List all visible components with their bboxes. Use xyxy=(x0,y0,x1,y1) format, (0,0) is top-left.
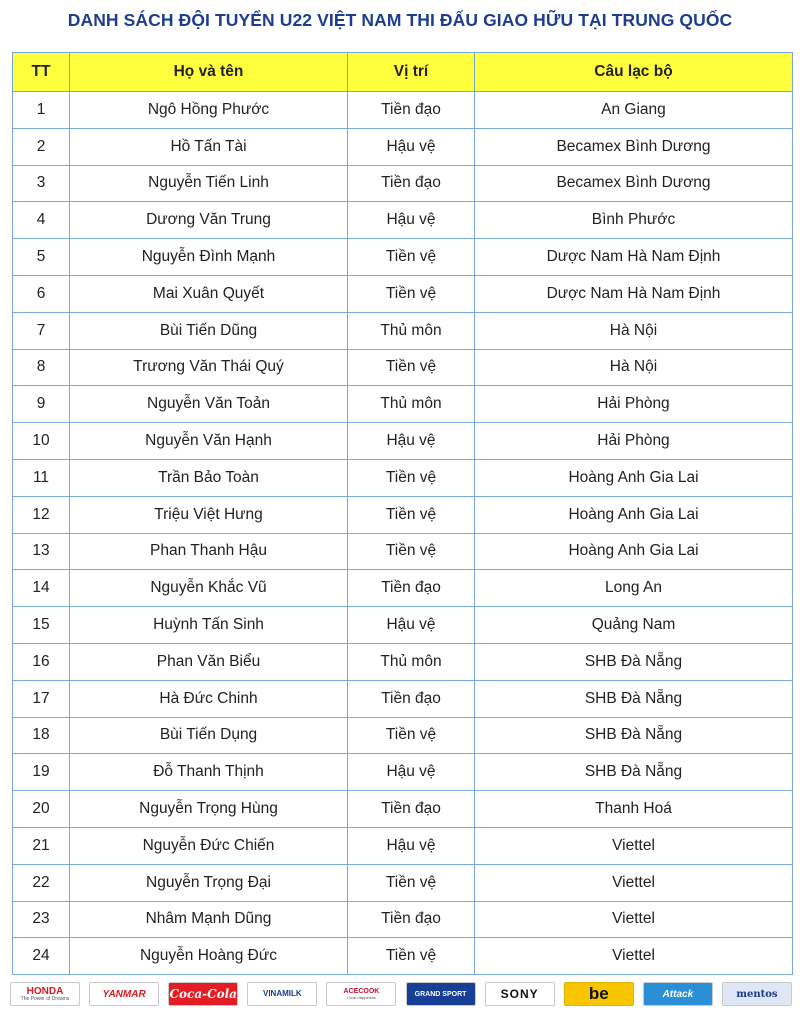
cell-name: Nguyễn Đình Mạnh xyxy=(70,239,348,276)
cell-tt: 19 xyxy=(13,754,70,791)
cell-name: Ngô Hồng Phước xyxy=(70,92,348,129)
cell-name: Trần Bảo Toàn xyxy=(70,459,348,496)
cell-name: Nguyễn Khắc Vũ xyxy=(70,570,348,607)
cell-tt: 9 xyxy=(13,386,70,423)
cell-tt: 20 xyxy=(13,791,70,828)
cell-tt: 23 xyxy=(13,901,70,938)
grand-sport-logo xyxy=(406,982,476,1006)
table-header-row xyxy=(13,53,793,92)
cell-club: Hà Nội xyxy=(475,349,793,386)
table-row xyxy=(13,570,793,607)
cell-position: Tiền đạo xyxy=(348,791,475,828)
honda-logo xyxy=(10,982,80,1006)
cell-position: Tiền vệ xyxy=(348,239,475,276)
table-row xyxy=(13,496,793,533)
table-row xyxy=(13,607,793,644)
cell-tt: 10 xyxy=(13,423,70,460)
sponsor-name: YANMAR xyxy=(102,988,146,1000)
cell-club: Viettel xyxy=(475,901,793,938)
cell-tt: 24 xyxy=(13,938,70,975)
cell-club: Viettel xyxy=(475,827,793,864)
cell-position: Hậu vệ xyxy=(348,827,475,864)
cell-name: Triệu Việt Hưng xyxy=(70,496,348,533)
table-row xyxy=(13,643,793,680)
table-row xyxy=(13,239,793,276)
roster-body xyxy=(13,92,793,975)
cell-name: Đỗ Thanh Thịnh xyxy=(70,754,348,791)
table-row xyxy=(13,459,793,496)
mentos-logo xyxy=(722,982,792,1006)
sony-logo xyxy=(485,982,555,1006)
table-row xyxy=(13,312,793,349)
cell-name: Nguyễn Văn Toản xyxy=(70,386,348,423)
cell-tt: 17 xyxy=(13,680,70,717)
table-row xyxy=(13,92,793,129)
cell-club: Dược Nam Hà Nam Định xyxy=(475,275,793,312)
cell-position: Hậu vệ xyxy=(348,607,475,644)
cell-name: Nguyễn Trọng Hùng xyxy=(70,791,348,828)
cell-tt: 2 xyxy=(13,128,70,165)
cell-name: Nguyễn Trọng Đại xyxy=(70,864,348,901)
header-tt: TT xyxy=(13,53,70,92)
sponsor-name: be xyxy=(588,984,609,1003)
table-row xyxy=(13,901,793,938)
sponsor-name: ACECOOK xyxy=(343,987,380,995)
cell-position: Hậu vệ xyxy=(348,423,475,460)
table-row xyxy=(13,423,793,460)
cell-tt: 5 xyxy=(13,239,70,276)
roster-table xyxy=(12,52,793,975)
table-row xyxy=(13,754,793,791)
cell-position: Hậu vệ xyxy=(348,754,475,791)
sponsor-name: Coca-Cola xyxy=(169,987,237,1001)
cell-name: Bùi Tiến Dũng xyxy=(70,312,348,349)
cell-name: Hồ Tấn Tài xyxy=(70,128,348,165)
cell-tt: 22 xyxy=(13,864,70,901)
cell-club: Viettel xyxy=(475,864,793,901)
sponsor-name: mentos xyxy=(736,988,778,1000)
coca-cola-logo xyxy=(168,982,238,1006)
table-row xyxy=(13,827,793,864)
cell-position: Tiền vệ xyxy=(348,864,475,901)
cell-name: Dương Văn Trung xyxy=(70,202,348,239)
cell-position: Hậu vệ xyxy=(348,202,475,239)
cell-tt: 15 xyxy=(13,607,70,644)
cell-position: Thủ môn xyxy=(348,386,475,423)
cell-position: Tiền đạo xyxy=(348,92,475,129)
cell-club: SHB Đà Nẵng xyxy=(475,680,793,717)
cell-tt: 3 xyxy=(13,165,70,202)
cell-position: Tiền vệ xyxy=(348,275,475,312)
cell-tt: 4 xyxy=(13,202,70,239)
sponsor-name: Attack xyxy=(662,988,694,1000)
cell-club: An Giang xyxy=(475,92,793,129)
cell-club: Long An xyxy=(475,570,793,607)
cell-name: Phan Thanh Hậu xyxy=(70,533,348,570)
cell-club: Hải Phòng xyxy=(475,423,793,460)
cell-name: Mai Xuân Quyết xyxy=(70,275,348,312)
table-row xyxy=(13,717,793,754)
yanmar-logo xyxy=(89,982,159,1006)
sponsor-name: VINAMILK xyxy=(262,988,302,998)
table-row xyxy=(13,680,793,717)
table-row xyxy=(13,165,793,202)
cell-tt: 6 xyxy=(13,275,70,312)
vinamilk-logo xyxy=(247,982,317,1006)
cell-name: Nguyễn Tiến Linh xyxy=(70,165,348,202)
cell-club: SHB Đà Nẵng xyxy=(475,717,793,754)
header-name: Họ và tên xyxy=(70,53,348,92)
sponsor-name: HONDA xyxy=(26,985,64,997)
cell-name: Nhâm Mạnh Dũng xyxy=(70,901,348,938)
cell-tt: 14 xyxy=(13,570,70,607)
sponsor-tagline: Cook happiness xyxy=(347,994,376,1000)
cell-name: Trương Văn Thái Quý xyxy=(70,349,348,386)
cell-position: Thủ môn xyxy=(348,643,475,680)
cell-tt: 7 xyxy=(13,312,70,349)
cell-name: Nguyễn Văn Hạnh xyxy=(70,423,348,460)
be-logo xyxy=(564,982,634,1006)
table-row xyxy=(13,791,793,828)
attack-logo xyxy=(643,982,713,1006)
cell-position: Tiền vệ xyxy=(348,717,475,754)
acecook-logo xyxy=(326,982,396,1006)
cell-position: Tiền đạo xyxy=(348,570,475,607)
cell-name: Nguyễn Đức Chiến xyxy=(70,827,348,864)
cell-club: Viettel xyxy=(475,938,793,975)
header-club: Câu lạc bộ xyxy=(475,53,793,92)
sponsor-bar xyxy=(10,981,792,1007)
page-title: DANH SÁCH ĐỘI TUYỂN U22 VIỆT NAM THI ĐẤU GIAO HỮU TẠI TRUNG QUỐC xyxy=(67,10,733,30)
table-row xyxy=(13,864,793,901)
table-row xyxy=(13,202,793,239)
sponsor-name: SONY xyxy=(500,987,539,1001)
cell-club: Thanh Hoá xyxy=(475,791,793,828)
cell-position: Tiền đạo xyxy=(348,165,475,202)
cell-name: Hà Đức Chinh xyxy=(70,680,348,717)
cell-tt: 18 xyxy=(13,717,70,754)
cell-name: Phan Văn Biểu xyxy=(70,643,348,680)
cell-club: Dược Nam Hà Nam Định xyxy=(475,239,793,276)
cell-position: Tiền vệ xyxy=(348,349,475,386)
cell-tt: 8 xyxy=(13,349,70,386)
cell-tt: 16 xyxy=(13,643,70,680)
cell-position: Thủ môn xyxy=(348,312,475,349)
table-row xyxy=(13,128,793,165)
table-row xyxy=(13,938,793,975)
cell-tt: 12 xyxy=(13,496,70,533)
cell-club: Hà Nội xyxy=(475,312,793,349)
sponsor-name: GRAND SPORT xyxy=(414,990,467,998)
table-row xyxy=(13,386,793,423)
cell-name: Bùi Tiến Dụng xyxy=(70,717,348,754)
cell-club: Becamex Bình Dương xyxy=(475,128,793,165)
cell-position: Tiền đạo xyxy=(348,680,475,717)
cell-position: Tiền vệ xyxy=(348,459,475,496)
cell-position: Hậu vệ xyxy=(348,128,475,165)
cell-tt: 21 xyxy=(13,827,70,864)
cell-position: Tiền đạo xyxy=(348,901,475,938)
cell-club: Bình Phước xyxy=(475,202,793,239)
cell-tt: 11 xyxy=(13,459,70,496)
cell-tt: 1 xyxy=(13,92,70,129)
table-row xyxy=(13,275,793,312)
header-position: Vị trí xyxy=(348,53,475,92)
cell-position: Tiền vệ xyxy=(348,938,475,975)
cell-club: Becamex Bình Dương xyxy=(475,165,793,202)
cell-tt: 13 xyxy=(13,533,70,570)
cell-club: Hoàng Anh Gia Lai xyxy=(475,533,793,570)
cell-club: Hải Phòng xyxy=(475,386,793,423)
cell-club: Hoàng Anh Gia Lai xyxy=(475,459,793,496)
table-row xyxy=(13,349,793,386)
cell-position: Tiền vệ xyxy=(348,496,475,533)
table-row xyxy=(13,533,793,570)
cell-club: Quảng Nam xyxy=(475,607,793,644)
cell-position: Tiền vệ xyxy=(348,533,475,570)
cell-club: SHB Đà Nẵng xyxy=(475,754,793,791)
sponsor-tagline: The Power of Dreams xyxy=(20,995,70,1002)
cell-name: Nguyễn Hoàng Đức xyxy=(70,938,348,975)
cell-club: SHB Đà Nẵng xyxy=(475,643,793,680)
cell-club: Hoàng Anh Gia Lai xyxy=(475,496,793,533)
cell-name: Huỳnh Tấn Sinh xyxy=(70,607,348,644)
